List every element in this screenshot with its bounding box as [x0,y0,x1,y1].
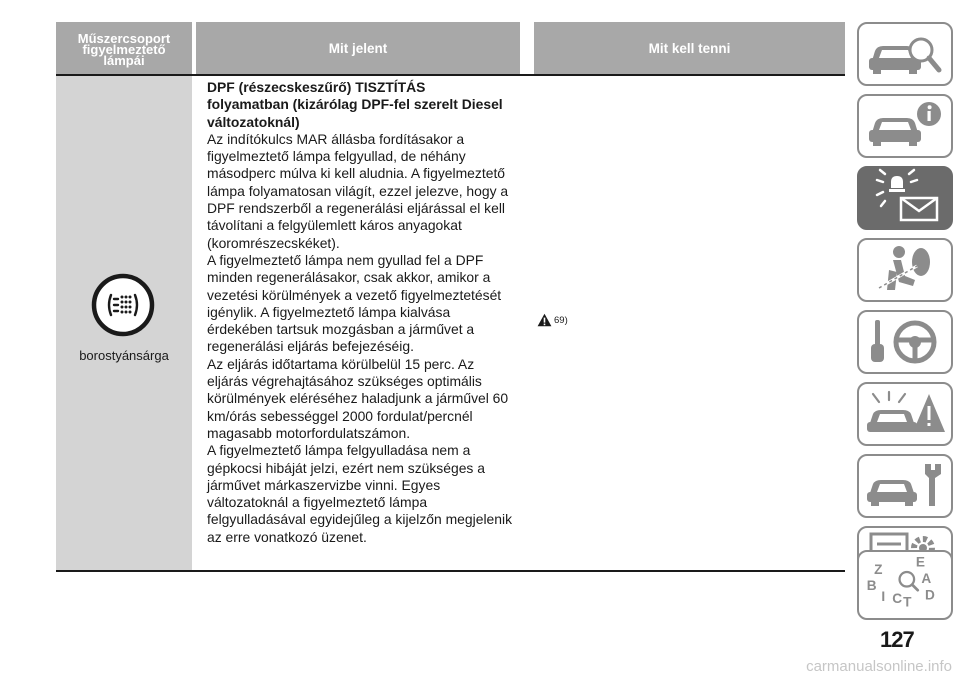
meaning-line: Az indítókulcs MAR állásba fordításakor a [207,130,465,147]
meaning-text [207,79,523,546]
index-letter: A [921,570,932,586]
meaning-line: A figyelmeztető lámpa felgyulladása nem a [207,442,471,459]
meaning-line: magasabb motorfordulatszámon. [207,424,411,441]
index-letter: T [903,594,912,610]
side-tab-warning-lights[interactable] [857,166,953,230]
header-lamps-line: lámpái [103,52,145,68]
index-letter: D [925,587,935,603]
meaning-line: gépkocsi hibáját jelzi, ezért nem szükséges a [207,459,485,476]
meaning-line: körülmények eléréséhez haladjunk a járművel 60 [207,390,509,407]
page-number: 127 [880,627,914,652]
meaning-line: másodperc múlva ki kell aludnia. A figyelmeztető [207,165,506,182]
meaning-line: eljárás végrehajtásához szükséges optimális [207,373,482,390]
meaning-title-line: változatoknál) [207,113,300,130]
side-tab-car-search[interactable] [857,22,953,86]
meaning-line: járművet márkaszervizbe vinni. Egyes [207,476,441,493]
meaning-line: felgyulladásával egyidejűleg a kijelzőn megjelenik [207,511,513,528]
meaning-line: regenerálási eljárás befejezéséig. [207,338,414,355]
car-search-icon [859,24,951,84]
index-letter: Z [874,561,883,577]
index-letter: C [892,590,903,606]
side-tab-emergency[interactable] [857,382,953,446]
meaning-title-line: DPF (részecskeszűrő) TISZTÍTÁS [207,79,426,95]
side-tab-starting-driving[interactable] [857,310,953,374]
meaning-line: DPF rendszerből a regenerálási eljárással el kell [207,200,506,217]
key-steering-wheel-icon [859,312,951,372]
meaning-line: Az eljárás időtartama körülbelül 15 perc. Az [207,355,475,372]
side-tab-index[interactable] [857,550,953,620]
side-tab-car-info[interactable] [857,94,953,158]
meaning-line: minden regenerálásakor, csak akkor, amikor a [207,269,491,286]
todo-reference [537,313,568,327]
table-header [56,22,845,74]
dpf-filter-icon [91,273,155,337]
header-todo: Mit kell tenni [534,22,845,74]
meaning-line: az erre vonatkozó üzenet. [207,528,367,545]
airbag-seat-icon [859,240,951,300]
meaning-line: érdekében tartsuk mozgásban a járművet a [207,321,475,338]
meaning-line: (koromrészecskéket). [207,234,340,251]
lamp-color-label: borostyánsárga [79,348,169,363]
side-tab-maintenance[interactable] [857,454,953,518]
header-lamps-line: Műszercsoport [77,30,171,46]
row-divider [56,570,845,572]
car-emergency-icon [859,384,951,444]
header-meaning: Mit jelent [196,22,520,74]
header-lamps-line: figyelmeztető [82,41,166,57]
meaning-line: vezetési körülmények a vezető figyelmeztetését [207,286,502,303]
watermark: carmanualsonline.info [806,658,952,675]
lamp-cell [56,76,192,570]
meaning-line: figyelmeztető lámpa felgyullad, de néhány [207,148,466,165]
warning-light-message-icon [859,168,951,228]
index-letter: E [915,554,926,570]
meaning-line: igénylik. A figyelmeztető lámpa kialvása [207,303,451,320]
meaning-line: távolítani a felgyülemlett káros anyagokat [207,217,462,234]
side-tab-safety[interactable] [857,238,953,302]
index-letter: B [866,578,877,594]
meaning-line: km/órás sebességgel 2000 fordulat/percnél [207,407,473,424]
header-lamps [56,22,192,74]
meaning-line: változatoknál a figyelmeztető lámpa [207,494,428,511]
warning-triangle-icon [537,313,552,327]
todo-reference-number: 69) [554,315,568,326]
car-info-icon [859,96,951,156]
car-maintenance-icon [859,456,951,516]
index-letter: I [881,589,886,605]
alphabetical-index-icon [859,552,951,612]
meaning-line: A figyelmeztető lámpa nem gyullad fel a DPF [207,251,484,268]
meaning-title-line: folyamatban (kizárólag DPF-fel szerelt Diesel [207,96,503,113]
meaning-line: lámpa folyamatosan világít, ezzel jelezve, hogy a [207,182,509,199]
